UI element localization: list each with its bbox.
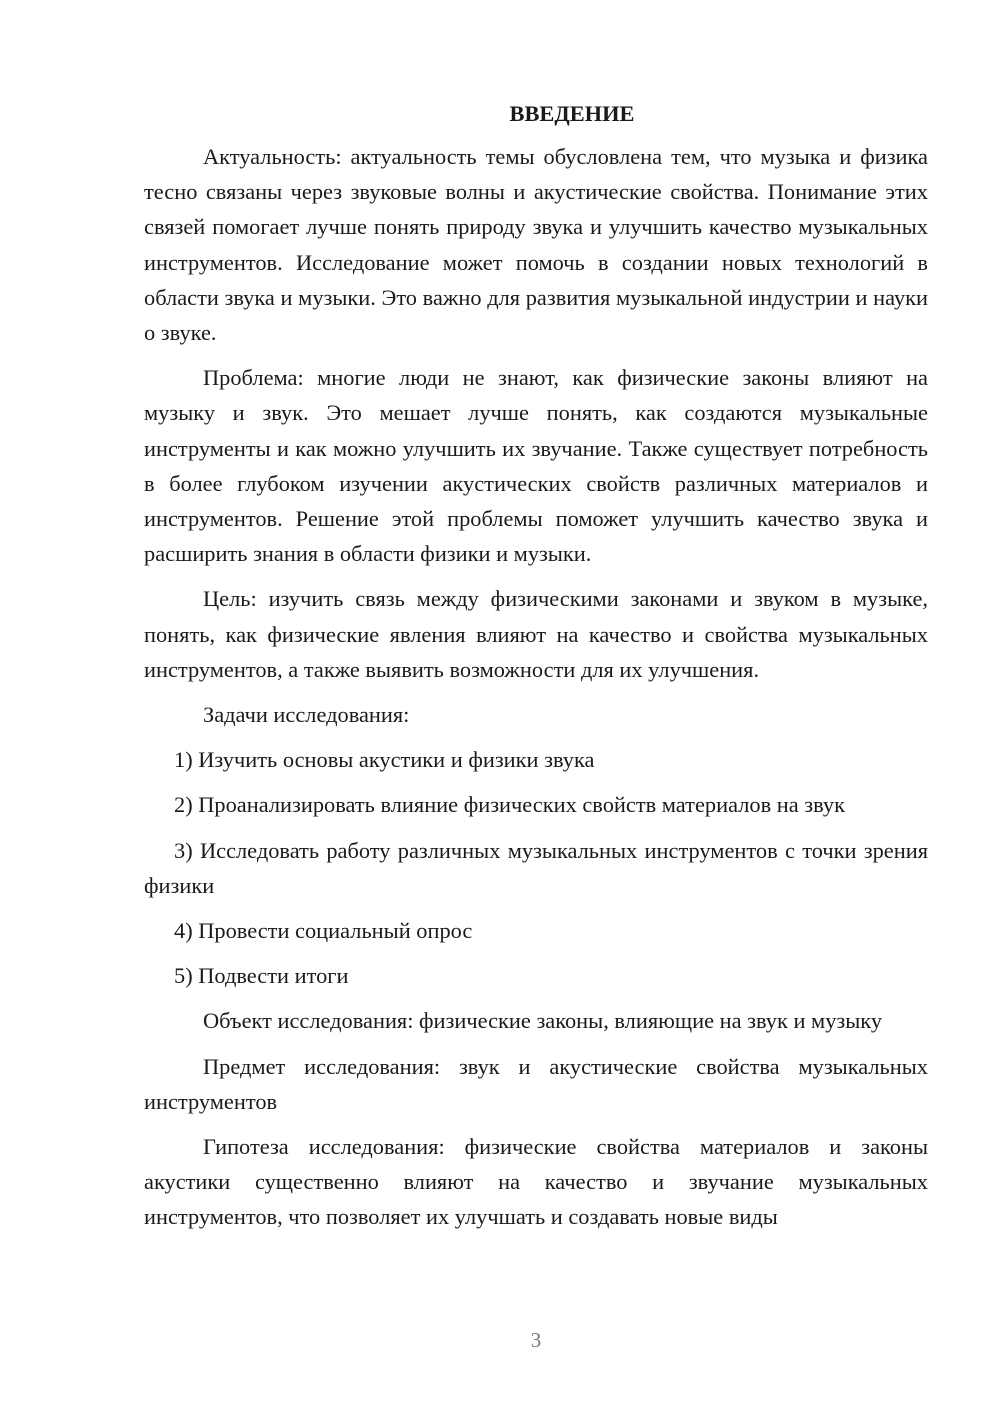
paragraph-relevance: Актуальность: актуальность темы обусловлена тем, что музыка и физика тесно связаны через звуковые волны и акустические свойства. Понимание этих связей помогает лучше понять природу звука и улучшить качество музыкальных инструментов. Исследование может помочь в создании новых технологий в области звука и музыки. Это важно для развития музыкальной индустрии и науки о звуке. (144, 144, 928, 346)
page-number: 3 (530, 1328, 542, 1352)
page-title: ВВЕДЕНИЕ (509, 101, 635, 126)
paragraph-subject: Предмет исследования: звук и акустические свойства музыкальных инструментов (144, 1053, 928, 1114)
paragraph-hypothesis: Гипотеза исследования: физические свойства материалов и законы акустики существенно влияют на качество и звучание музыкальных инструментов, что позволяет их улучшать и создавать новые виды (144, 1134, 928, 1230)
paragraph-problem: Проблема: многие люди не знают, как физические законы влияют на музыку и звук. Это мешает лучше понять, как создаются музыкальные инструменты и как можно улучшить их звучание. Также существует потребность в более глубоком изучении акустических свойств различных материалов и инструментов. Решение этой проблемы поможет улучшить качество звука и расширить знания в области физики и музыки. (144, 365, 928, 567)
list-item-task-3: 3) Исследовать работу различных музыкальных инструментов с точки зрения физики (144, 837, 928, 898)
paragraph-goal: Цель: изучить связь между физическими законами и звуком в музыке, понять, как физические явления влияют на качество и свойства музыкальных инструментов, а также выявить возможности для их улучшения. (144, 586, 928, 682)
list-item-task-2: 2) Проанализировать влияние физических свойств материалов на звук (174, 792, 845, 818)
list-item-task-5: 5) Подвести итоги (174, 963, 349, 989)
list-item-task-1: 1) Изучить основы акустики и физики звука (174, 747, 595, 773)
list-item-task-4: 4) Провести социальный опрос (174, 918, 473, 944)
document-body (144, 96, 928, 1245)
tasks-label: Задачи исследования: (203, 702, 410, 728)
paragraph-object: Объект исследования: физические законы, влияющие на звук и музыку (203, 1008, 883, 1034)
